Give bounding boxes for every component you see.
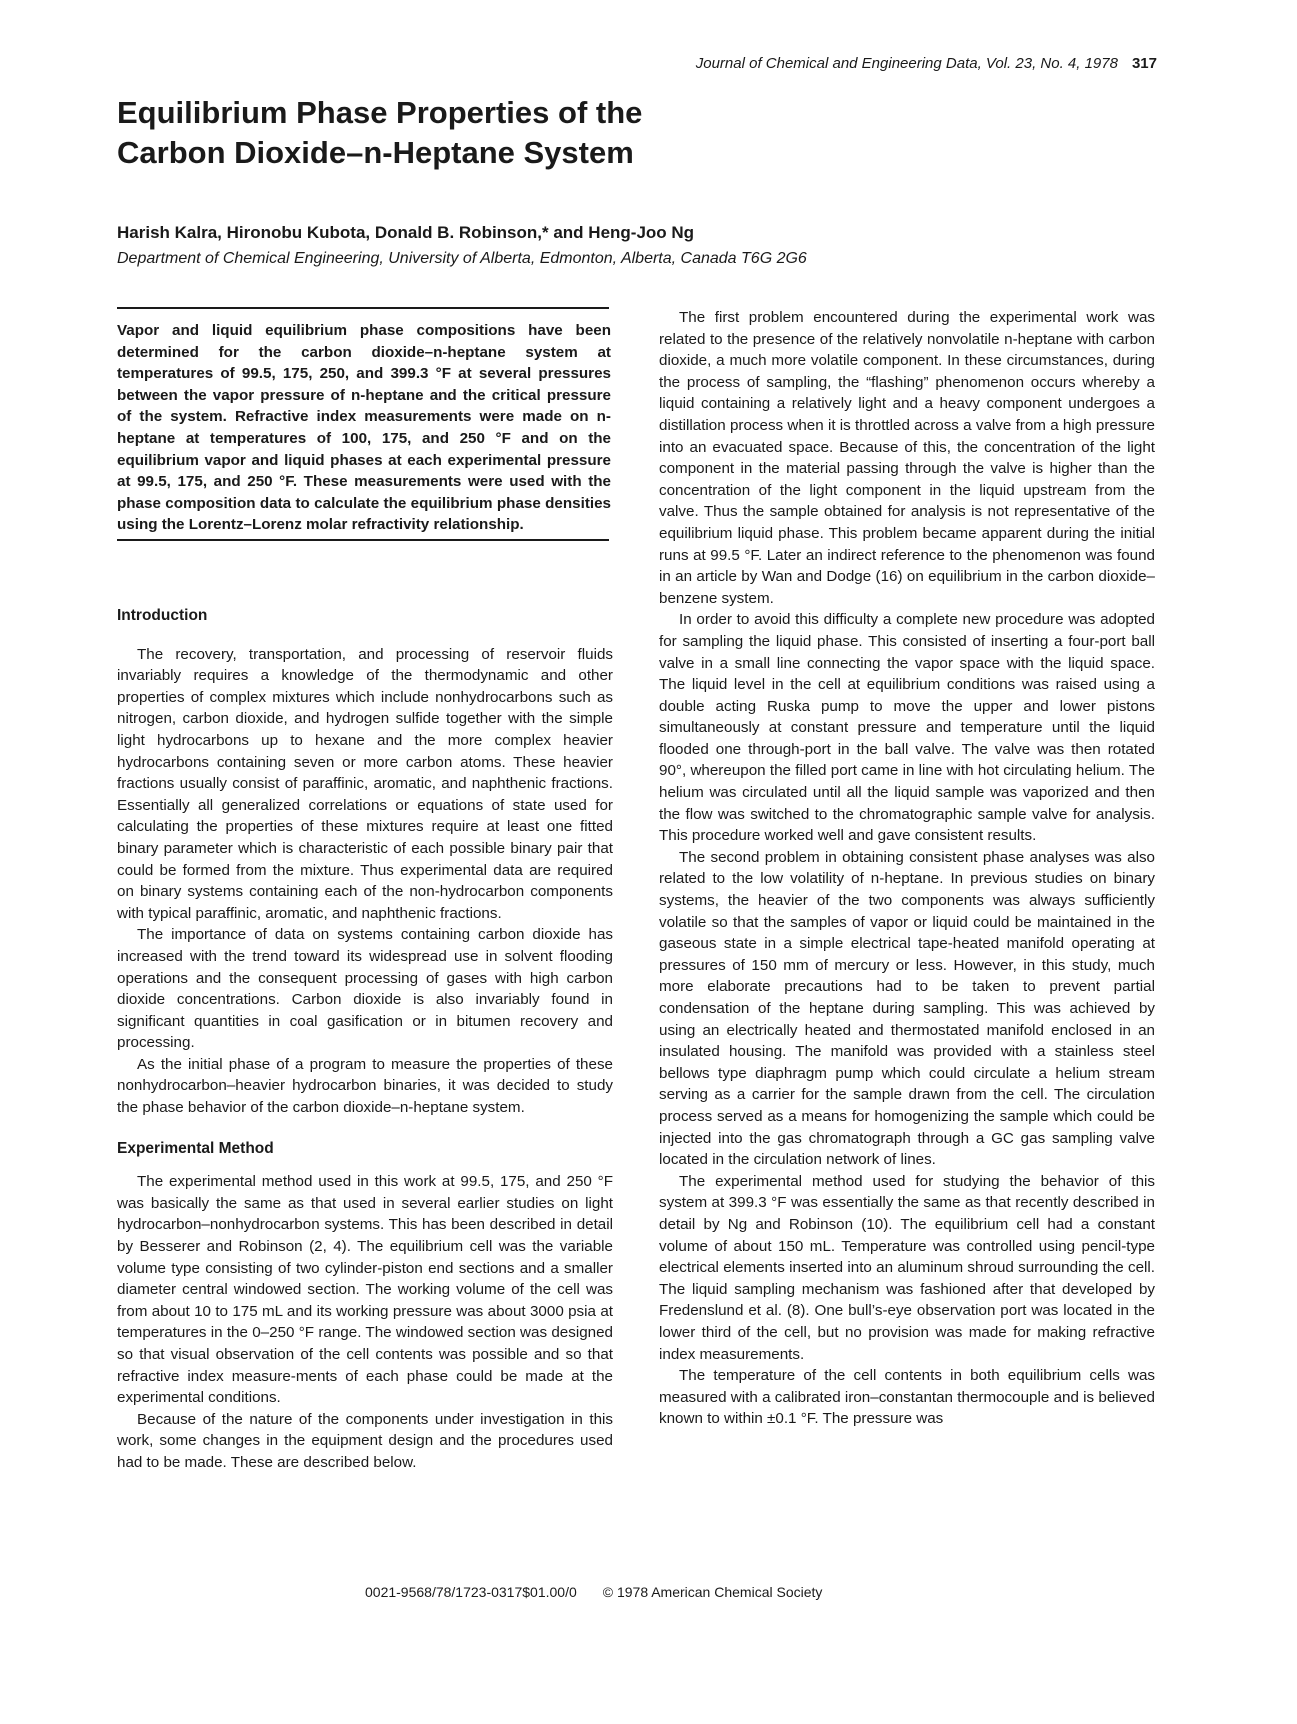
- affiliation: Department of Chemical Engineering, University of Alberta, Edmonton, Alberta, Canada T6G 2G6: [117, 250, 807, 267]
- copyright-notice: © 1978 American Chemical Society: [602, 1584, 823, 1600]
- page-footer: [365, 1584, 965, 1600]
- title-line-1: Equilibrium Phase Properties of the: [117, 95, 643, 130]
- running-header: [620, 55, 1157, 72]
- right-paragraph-2: In order to avoid this difficulty a complete new procedure was adopted for sampling the liquid phase. This consisted of inserting a four-port ball valve in a small line connecting the vapor space with the liquid space. The liquid level in the cell at equilibrium conditions was raised using a double acting Ruska pump to move the upper and lower pistons simultaneously at constant pressure and temperature until the liquid flooded one through-port in the ball valve. The valve was then rotated 90°, whereupon the filled port came in line with hot circulating helium. The helium was circulated until all the liquid sample was vaporized and then the flow was switched to the chromatographic sample valve for analysis. This procedure worked well and gave consistent results.: [659, 611, 1155, 845]
- journal-citation: Journal of Chemical and Engineering Data, Vol. 23, No. 4, 1978: [695, 55, 1118, 72]
- left-column: [117, 605, 613, 1474]
- right-column: [659, 307, 1155, 1430]
- right-paragraph-1: The first problem encountered during the experimental work was related to the presence of the relatively nonvolatile n-heptane with carbon dioxide, a much more volatile component. In these circumstances, during the process of sampling, the “flashing” phenomenon occurs whereby a liquid containing a relatively light and a heavy component undergoes a distillation process when it is throttled across a valve from a high pressure into an evacuated space. Because of this, the concentration of the light component in the material passing through the valve is higher than the concentration of the light component in the liquid upstream from the valve. Thus the sample obtained for analysis is not representative of the equilibrium liquid phase. This problem became apparent during the initial runs at 99.5 °F. Later an indirect reference to the phenomenon was found in an article by Wan and Dodge (16) on equilibrium in the carbon dioxide–benzene system.: [659, 309, 1155, 607]
- right-paragraph-3: The second problem in obtaining consistent phase analyses was also related to the low volatility of n-heptane. In previous studies on binary systems, the heavier of the two components was always sufficiently volatile so that the samples of vapor or liquid could be maintained in the gaseous state in a simple electrical tape-heated manifold operating at pressures of 150 mm of mercury or less. However, in this study, much more elaborate precautions had to be taken to prevent partial condensation of the heptane during sampling. This was achieved by using an electrically heated and thermostated manifold enclosed in an insulated housing. The manifold was provided with a stainless steel bellows type diaphragm pump which could circulate a helium stream serving as a carrier for the sample drawn from the cell. The circulation process served as a means for homogenizing the sample which could be injected into the gas chromatograph through a GC gas sampling valve located in the circulation network of lines.: [659, 848, 1155, 1169]
- right-paragraph-4: The experimental method used for studying the behavior of this system at 399.3 °F was essentially the same as that recently described in detail by Ng and Robinson (10). The equilibrium cell had a constant volume of about 150 mL. Temperature was controlled using pencil-type electrical elements inserted into an aluminum shroud surrounding the cell. The liquid sampling mechanism was fashioned after that developed by Fredenslund et al. (8). One bull’s-eye observation port was located in the lower third of the cell, but no provision was made for making refractive index measurements.: [659, 1172, 1155, 1363]
- right-paragraph-5: The temperature of the cell contents in both equilibrium cells was measured with a calibrated iron–constantan thermocouple and is believed known to within ±0.1 °F. The pressure was: [659, 1367, 1155, 1428]
- abstract: Vapor and liquid equilibrium phase compositions have been determined for the carbon dioxide–n-heptane system at temperatures of 99.5, 175, 250, and 399.3 °F at several pressures between the vapor pressure of n-heptane and the critical pressure of the system. Refractive index measurements were made on n-heptane at temperatures of 100, 175, and 250 °F and on the equilibrium vapor and liquid phases at each experimental pressure at 99.5, 175, and 250 °F. These measurements were used with the phase composition data to calculate the equilibrium phase densities using the Lorentz–Lorenz molar refractivity relationship.: [117, 322, 611, 534]
- experimental-paragraph-1: The experimental method used in this work at 99.5, 175, and 250 °F was basically the same as that used in several earlier studies on light hydrocarbon–nonhydrocarbon systems. This has been described in detail by Besserer and Robinson (2, 4). The equilibrium cell was the variable volume type consisting of two cylinder-piston end sections and a smaller diameter central windowed section. The working volume of the cell was from about 10 to 175 mL and its working pressure was about 3000 psia at temperatures in the 0–250 °F range. The windowed section was designed so that visual observation of the cell contents was possible and so that refractive index measure-ments of each phase could be made at the experimental conditions.: [117, 1173, 613, 1407]
- abstract-bottom-rule: [117, 539, 609, 541]
- intro-paragraph-3: As the initial phase of a program to measure the properties of these nonhydrocarbon–heavier hydrocarbon binaries, it was decided to study the phase behavior of the carbon dioxide–n-heptane system.: [117, 1055, 613, 1117]
- paper-title: [117, 93, 817, 173]
- article-code: 0021-9568/78/1723-0317$01.00/0: [365, 1584, 577, 1600]
- author-list: Harish Kalra, Hironobu Kubota, Donald B. Robinson,* and Heng-Joo Ng: [117, 223, 695, 242]
- page-number: 317: [1131, 55, 1157, 72]
- intro-paragraph-1: The recovery, transportation, and processing of reservoir fluids invariably requires a knowledge of the thermodynamic and other properties of complex mixtures which include nonhydrocarbons such as nitrogen, carbon dioxide, and hydrogen sulfide together with the simple light hydrocarbons up to hexane and the more complex heavier hydrocarbons containing seven or more carbon atoms. These heavier fractions usually consist of paraffinic, aromatic, and naphthenic fractions. Essentially all generalized correlations or equations of state used for calculating the properties of these mixtures require at least one fitted binary parameter which is characteristic of each possible binary pair that could be formed from the mixture. Thus experimental data are required on binary systems containing each of the non-hydrocarbon components with typical paraffinic, aromatic, and naphthenic fractions.: [117, 645, 613, 922]
- section-heading-introduction: Introduction: [117, 607, 208, 624]
- intro-paragraph-2: The importance of data on systems containing carbon dioxide has increased with the trend toward its widespread use in solvent flooding operations and the consequent processing of gases with high carbon dioxide concentrations. Carbon dioxide is also invariably found in significant quantities in coal gasification or in bitumen recovery and processing.: [117, 926, 613, 1052]
- section-heading-experimental: Experimental Method: [117, 1139, 274, 1157]
- abstract-top-rule: [117, 307, 609, 309]
- title-line-2: Carbon Dioxide–n-Heptane System: [117, 135, 634, 170]
- experimental-paragraph-2: Because of the nature of the components under investigation in this work, some changes in the equipment design and the procedures used had to be made. These are described below.: [117, 1410, 613, 1471]
